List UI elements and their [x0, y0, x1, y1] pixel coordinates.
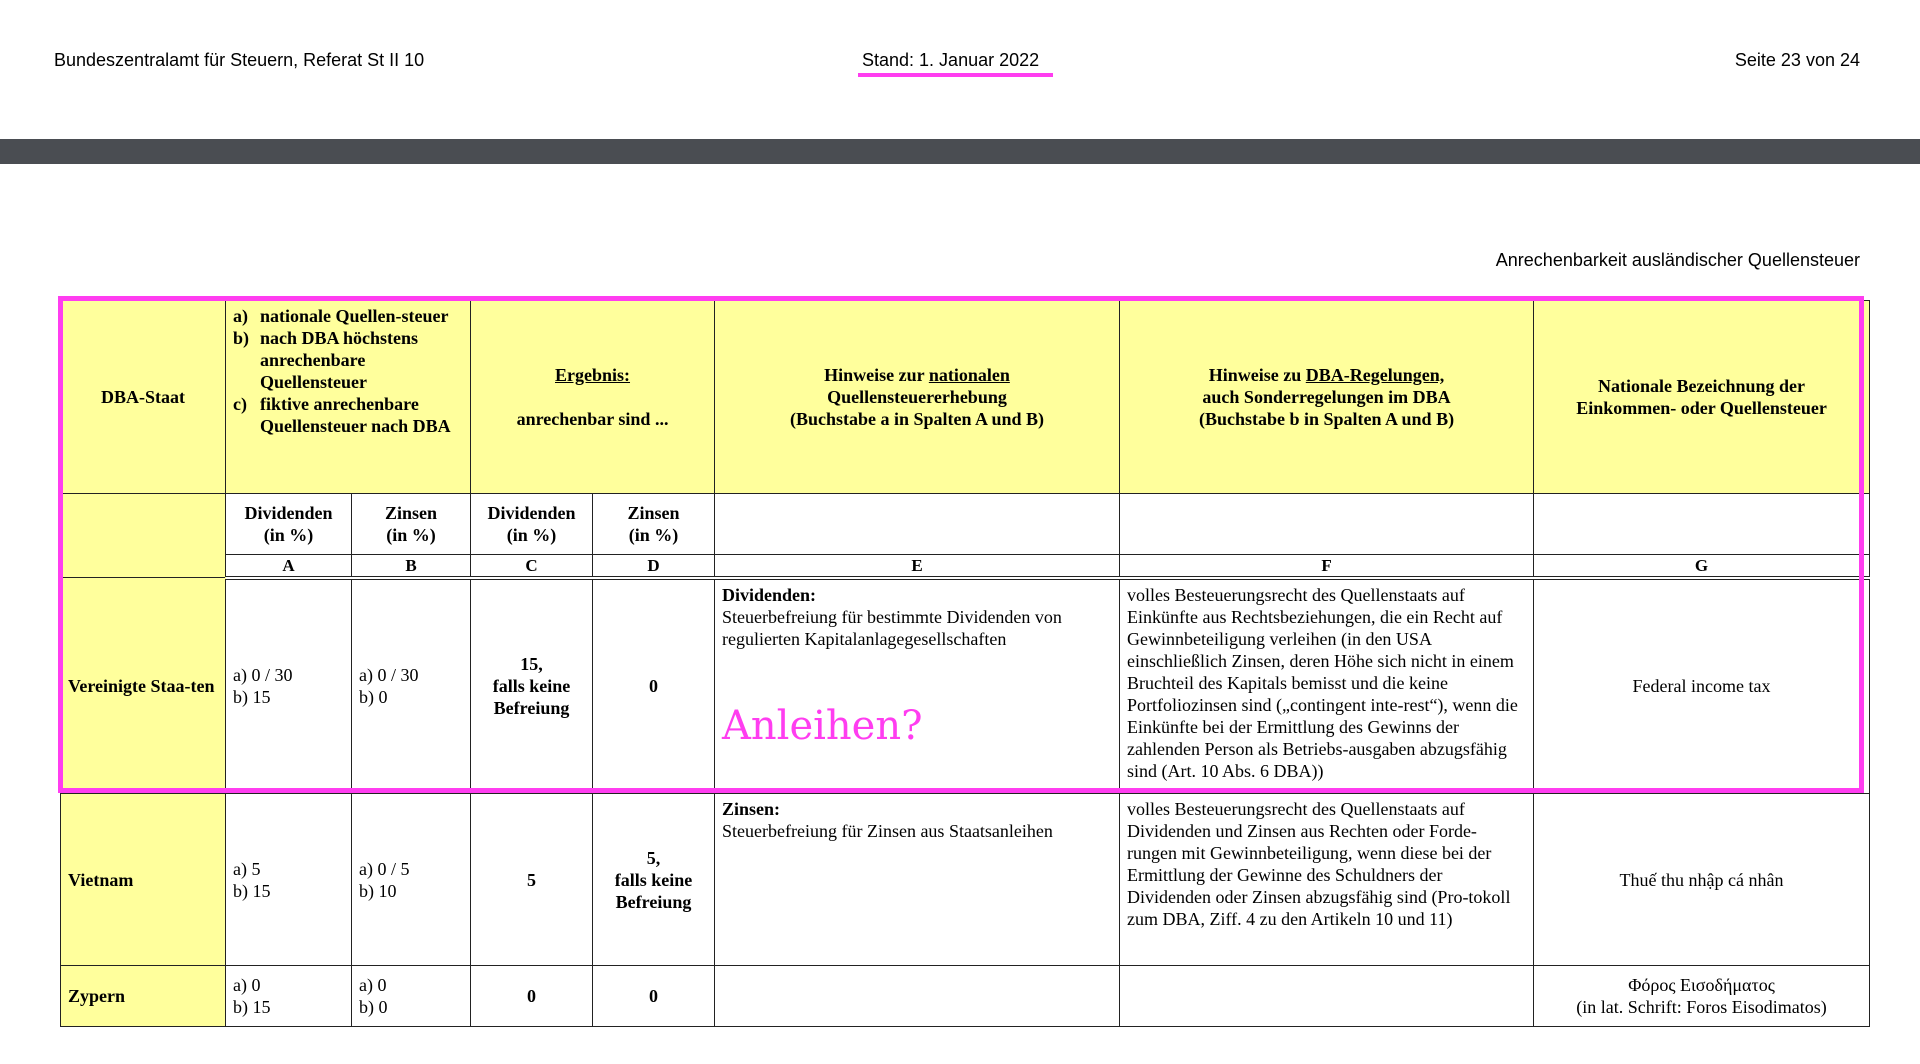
document-subtitle: Anrechenbarkeit ausländischer Quellensteuer	[1495, 250, 1860, 270]
g-line1: Nationale Bezeichnung der	[1598, 376, 1806, 396]
cell-e-text: Steuerbefreiung für Zinsen aus Staatsanleihen	[722, 821, 1053, 841]
table-row	[61, 794, 1870, 966]
legend-text: nationale Quellen-steuer	[260, 306, 449, 326]
col-header-e	[715, 301, 1120, 494]
cell-b-line: a) 0	[359, 975, 387, 995]
subheader-g-empty	[1534, 494, 1870, 555]
handwritten-annotation: Anleihen?	[722, 702, 923, 749]
column-letter: D	[593, 555, 715, 578]
legend-text: fiktive anrechenbare Quellensteuer nach DBA	[260, 394, 451, 436]
cell-a	[226, 794, 352, 966]
cell-b	[352, 794, 471, 966]
cell-e-empty	[715, 966, 1120, 1027]
header-date: Stand: 1. Januar 2022	[862, 50, 1040, 70]
subheader-c	[471, 494, 593, 555]
cell-d-line: Befreiung	[615, 891, 692, 912]
cell-a-line: b) 15	[233, 687, 271, 708]
cell-a-line: b) 15	[233, 880, 271, 901]
column-letter: E	[715, 555, 1120, 578]
cell-a-line: a) 5	[233, 858, 261, 879]
subheader-b-unit: (in %)	[386, 525, 436, 545]
cell-d-line: 5,	[646, 847, 661, 868]
column-letter: C	[471, 555, 593, 578]
cell-c-line: Befreiung	[493, 698, 570, 719]
legend-item	[233, 393, 463, 437]
col-header-dba-staat: DBA-Staat	[61, 301, 226, 494]
legend-item	[233, 305, 463, 327]
legend-key: a)	[233, 306, 248, 326]
subheader-empty-yellow	[61, 494, 226, 578]
subheader-a-unit: (in %)	[263, 525, 314, 545]
cell-g: Federal income tax	[1534, 578, 1870, 794]
col-header-ergebnis	[471, 301, 715, 494]
cell-a-line: b) 15	[233, 997, 271, 1017]
legend-text: nach DBA höchstens anrechenbare Quellensteuer	[260, 328, 419, 392]
cell-a-line: a) 0	[233, 975, 261, 995]
f-underlined: DBA-Regelungen,	[1305, 365, 1445, 385]
cell-g-line: Φόρος Εισοδήματος	[1628, 975, 1775, 995]
country-cell: Zypern	[61, 966, 226, 1027]
subheader-b-label: Zinsen	[384, 503, 438, 523]
cell-b-line: a) 0 / 30	[359, 665, 419, 686]
subheader-c-unit: (in %)	[506, 525, 557, 545]
cell-d-line: falls keine	[614, 869, 693, 890]
cell-g: Thuế thu nhập cá nhân	[1534, 794, 1870, 966]
cell-c: 0	[471, 966, 593, 1027]
country-cell: Vereinigte Staa-ten	[61, 578, 226, 794]
f-prefix: Hinweise zu	[1208, 365, 1306, 385]
table-row	[61, 578, 1870, 794]
column-letter: B	[352, 555, 471, 578]
table-row	[61, 966, 1870, 1027]
subheader-c-label: Dividenden	[487, 503, 576, 523]
f-line3: (Buchstabe b in Spalten A und B)	[1198, 409, 1455, 429]
cell-g	[1534, 966, 1870, 1027]
legend-key: b)	[233, 328, 250, 348]
subheader-a-label: Dividenden	[244, 503, 333, 523]
subheader-f-empty	[1120, 494, 1534, 555]
f-line2: auch Sonderregelungen im DBA	[1202, 387, 1451, 407]
subheader-b	[352, 494, 471, 555]
cell-e-text: Steuerbefreiung für bestimmte Dividenden von regulierten Kapitalanlagegesellschaften	[722, 606, 1062, 649]
cell-b	[352, 966, 471, 1027]
cell-b-line: b) 0	[359, 687, 388, 708]
subheader-e-empty	[715, 494, 1120, 555]
ergebnis-title: Ergebnis:	[555, 365, 631, 385]
cell-f-empty	[1120, 966, 1534, 1027]
legend-key: c)	[233, 394, 247, 414]
cell-e-title: Zinsen:	[722, 799, 781, 819]
cell-c	[471, 578, 593, 794]
cell-f: volles Besteuerungsrecht des Quellenstaats auf Einkünfte aus Rechtsbeziehungen, die ein Recht auf Gewinnbeteiligung verleihen (in den USA einschließlich Zinsen, deren Höhe sich nicht in einem Bruchteil des Kapitals bemisst und die keine Portfoliozinsen sind („contingent inte-rest“), wenn die Einkünfte bei der Ermittlung des Gewinns der zahlenden Person als Betriebs-ausgaben abzugsfähig sind (Art. 10 Abs. 6 DBA))	[1120, 578, 1534, 794]
cell-a	[226, 966, 352, 1027]
cell-d: 0	[593, 966, 715, 1027]
cell-b-line: b) 10	[359, 880, 397, 901]
ergebnis-subtitle: anrechenbar sind ...	[516, 409, 669, 429]
e-line2: Quellensteuererhebung	[827, 387, 1007, 407]
subheader-d-unit: (in %)	[628, 525, 679, 545]
column-letter: F	[1120, 555, 1534, 578]
header-page-number: Seite 23 von 24	[1734, 50, 1860, 70]
e-prefix: Hinweise zur	[824, 365, 929, 385]
cell-e	[715, 578, 1120, 794]
subheader-d	[593, 494, 715, 555]
e-underlined: nationalen	[928, 365, 1010, 385]
cell-d	[593, 794, 715, 966]
cell-d: 0	[593, 578, 715, 794]
cell-c-line: 15,	[520, 654, 543, 675]
header-authority: Bundeszentralamt für Steuern, Referat St II 10	[54, 50, 425, 70]
column-letter: A	[226, 555, 352, 578]
col-header-ab-legend	[226, 301, 471, 494]
col-header-f	[1120, 301, 1534, 494]
column-letter: G	[1534, 555, 1870, 578]
legend-item	[233, 327, 463, 393]
cell-f: volles Besteuerungsrecht des Quellenstaats auf Dividenden und Zinsen aus Rechten oder Forde-rungen mit Gewinnbeteiligung, wenn diese bei der Ermittlung der Gewinne des Schuldners der Dividenden oder Zinsen abzugsfähig sind (Pro-tokoll zum DBA, Ziff. 4 zu den Artikeln 10 und 11)	[1120, 794, 1534, 966]
withholding-tax-table	[60, 300, 1870, 1027]
subheader-a	[226, 494, 352, 555]
cell-b-line: b) 0	[359, 997, 388, 1017]
country-cell: Vietnam	[61, 794, 226, 966]
col-header-g	[1534, 301, 1870, 494]
subheader-d-label: Zinsen	[627, 503, 680, 523]
e-line3: (Buchstabe a in Spalten A und B)	[789, 409, 1045, 429]
cell-c: 5	[471, 794, 593, 966]
cell-c-line: falls keine	[492, 676, 571, 697]
cell-e-title: Dividenden:	[722, 584, 817, 605]
cell-b-line: a) 0 / 5	[359, 858, 410, 879]
cell-g-line: (in lat. Schrift: Foros Eisodimatos)	[1576, 997, 1827, 1017]
cell-a	[226, 578, 352, 794]
cell-e	[715, 794, 1120, 966]
cell-b	[352, 578, 471, 794]
page-divider	[0, 139, 1920, 164]
g-line2: Einkommen- oder Quellensteuer	[1576, 398, 1827, 418]
date-highlight-underline	[858, 73, 1053, 77]
cell-a-line: a) 0 / 30	[233, 665, 293, 686]
